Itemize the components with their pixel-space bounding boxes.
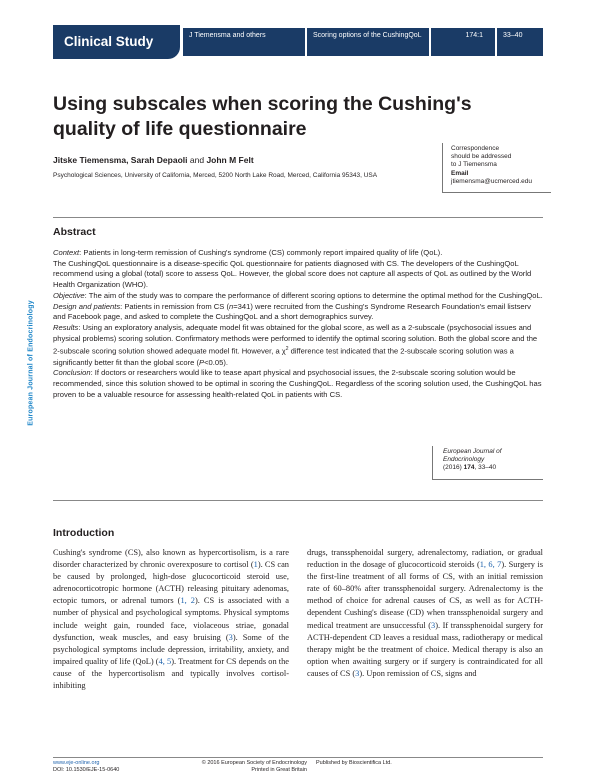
section-label: Clinical Study: [53, 25, 180, 59]
citation-link[interactable]: 4, 5: [158, 656, 172, 666]
corr-line2: should be addressed: [451, 153, 512, 161]
abstract-body: [53, 248, 543, 400]
affiliation: Psychological Sciences, University of California, Merced, 5200 North Lake Road, Merced, California 95343, USA: [53, 172, 378, 179]
intro-column-right: drugs, transsphenoidal surgery, adrenalectomy, radiation, or gradual reduction in the dosage of glucocorticoid steroids (1, 6, 7). Surgery is the first-line treatment of all forms of CS, with an initial remission rate of 60–80% after transsphenoidal surgery. Adrenalectomy is the method of choice for adrenal causes of CS, as well as for ACTH-dependent Cushing's disease (CD) when transsphenoidal surgery and medical treatment are unsuccessful (3). If transsphenoidal surgery for ACTH-dependent CD leaves a residual mass, radiotherapy or medical therapy might be the treatment of choice. Medical therapy is also an option when awaiting surgery or if surgery is contraindicated for all causes of CS (3). Upon remission of CS, signs and: [307, 548, 543, 678]
abstract-context: Context: Patients in long-term remission of Cushing's syndrome (CS) commonly report impaired quality of life (QoL).: [53, 248, 443, 257]
citation-link[interactable]: 1: [253, 560, 258, 570]
intro-column-left: Cushing's syndrome (CS), also known as hypercortisolism, is a rare disorder characterized by chronic overexposure to cortisol (1). CS can be caused by prolonged, high-dose glucocorticoid steroid use, adrenocorticotropic hormone (ACTH) releasing pituitary adenomas, ectopic tumors, or adrenal tumors (1, 2). CS is associated with a number of physical and psychological symptoms. Physical symptoms include weight gain, rounded face, violaceous striae, gonadal dysfunction, weak muscles, and easy bruising (3). Some of the psychological symptoms include depression, irritability, anxiety, and impaired quality of life (QoL) (4, 5). Treatment for CS depends on the cause of the hypercortisolism and typically involves cortisol-inhibiting: [53, 548, 290, 691]
footer-url-link[interactable]: www.eje-online.org: [53, 760, 100, 766]
header-pages: 33–40: [497, 28, 543, 56]
citation-link[interactable]: 1, 6, 7: [479, 560, 502, 570]
citation-box: [432, 446, 543, 480]
footer-printed: Printed in Great Britain: [251, 767, 307, 773]
abstract-bottom-rule: [53, 500, 543, 501]
footer-copyright: © 2016 European Society of Endocrinology: [201, 760, 307, 766]
footer-left: [53, 760, 119, 774]
article-title: Using subscales when scoring the Cushing's quality of life questionnaire: [53, 93, 472, 140]
cite-volume: (2016) 174, 33–40: [443, 464, 497, 472]
footer-center: [172, 760, 307, 774]
footer-publisher: Published by Bioscientifica Ltd.: [316, 760, 392, 766]
abstract-design: Design and patients: Patients in remission from CS (n=341) were recruited from the Cushing's Syndrome Research Foundation's email listserv and Facebook page, and asked to complete the CushingQoL and a short demographics survey.: [53, 301, 531, 322]
authors-last: John M Felt: [206, 155, 254, 165]
corr-line3: to J Tiemensma: [451, 161, 497, 169]
footer-doi: DOI: 10.1530/EJE-15-0640: [53, 767, 120, 773]
header-running-title: Scoring options of the CushingQoL: [307, 28, 429, 56]
abstract-context-cont: The CushingQoL questionnaire is a disease-specific QoL questionnaire for patients diagnosed with CS. The developers of the CushingQoL recommend using a global (total) score to assess QoL. However, the global score does not capture all aspects of QoL as outlined by the World Health Organization (WHO).: [53, 258, 532, 290]
citation-link[interactable]: 3: [431, 620, 436, 630]
correspondence-box: [442, 143, 551, 193]
abstract-results: Results: Using an exploratory analysis, adequate model fit was obtained for the global score, as well as a 2-subscale (psychosocial issues and physical problems) scoring solution. Confirmatory methods were performed to identify the optimal scoring solution. Both the global score and the 2-subscale scoring solution showed adequate model fit. However, a $\chi^2$ difference test indicated that the 2-subscale scoring solution was a significantly better fit than the global score (P<0.05).: [53, 322, 538, 367]
corr-email-label: Email: [451, 169, 469, 177]
cite-journal-2: Endocrinology: [443, 456, 485, 464]
cite-journal-1: European Journal of: [443, 448, 502, 455]
footer-rule: [53, 757, 543, 758]
citation-link[interactable]: 1, 2: [180, 596, 195, 606]
header-volume: 174:1: [431, 28, 495, 56]
citation-link[interactable]: 3: [228, 632, 233, 642]
header-authors: J Tiemensma and others: [183, 28, 305, 56]
abstract-heading: Abstract: [53, 226, 96, 238]
authors-and: and: [189, 155, 205, 165]
abstract-top-rule: [53, 217, 543, 218]
footer-right: [316, 760, 392, 767]
authors-first: Jitske Tiemensma, Sarah Depaoli: [53, 155, 188, 165]
corr-email-link[interactable]: jtiemensma@ucmerced.edu: [451, 177, 533, 185]
citation-link[interactable]: 3: [355, 668, 360, 678]
introduction-heading: Introduction: [53, 527, 115, 539]
abstract-conclusion: Conclusion: If doctors or researchers would like to tease apart physical and psychosocial issues, the 2-subscale scoring solution would be recommended, since this solution showed to be optimal in scoring the CushingQoL. Regardless of the scoring solution used, the CushingQoL has proven to be a valuable resource for assessing health-related QoL in patients with CS.: [53, 368, 542, 399]
corr-line1: Correspondence: [451, 145, 500, 152]
abstract-objective: Objective: The aim of the study was to compare the performance of different scoring options to determine the optimal method for the CushingQoL.: [53, 290, 543, 300]
journal-side-label: European Journal of Endocrinology: [27, 299, 35, 426]
author-list: [53, 155, 254, 165]
